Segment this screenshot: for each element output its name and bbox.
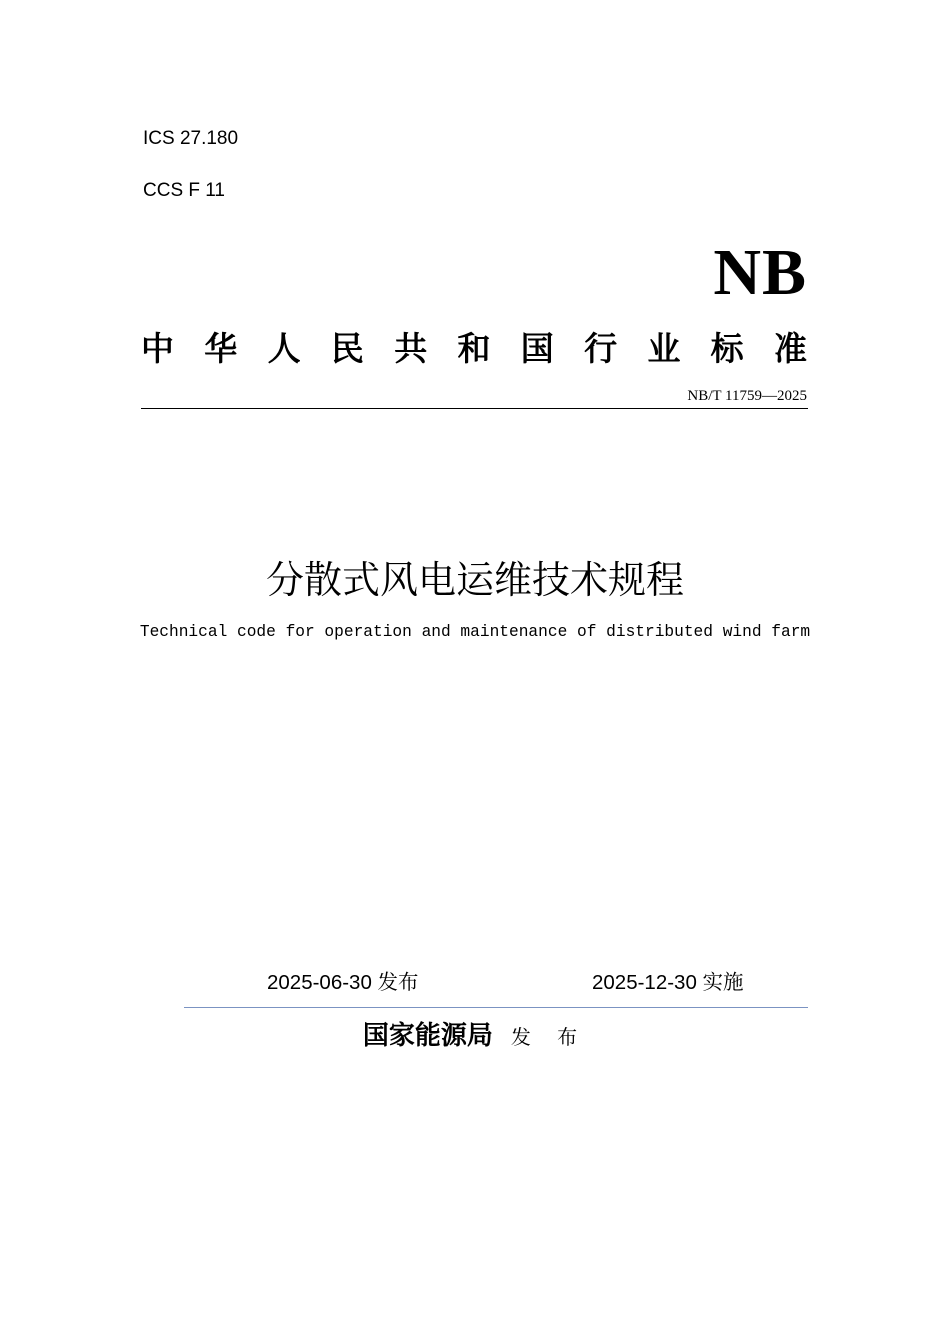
ccs-code: CCS F 11 [143, 180, 226, 201]
standard-type-char: 业 [647, 329, 681, 368]
header-divider [141, 408, 808, 409]
standard-type-char: 和 [457, 329, 491, 368]
standard-type-char: 人 [267, 329, 301, 368]
standard-type-char: 共 [394, 329, 428, 368]
document-title-zh: 分散式风电运维技术规程 [265, 558, 684, 602]
ics-code: ICS 27.180 [143, 128, 239, 149]
document-title-en: Technical code for operation and maintenance of distributed wind farm [139, 623, 811, 641]
footer-divider [184, 1007, 808, 1008]
standard-type-char: 标 [710, 329, 744, 368]
standard-type-char: 行 [584, 329, 618, 368]
standard-type-char: 准 [773, 329, 807, 368]
standard-type-char: 国 [520, 329, 554, 368]
standard-type-char: 民 [330, 329, 364, 368]
issue-word: 发 布 [510, 1025, 588, 1049]
standard-type-char: 中 [141, 329, 174, 368]
issuer-name: 国家能源局 [362, 1021, 493, 1051]
standard-type-char: 华 [204, 329, 238, 368]
issue-date: 2025-06-30 发布 [267, 971, 419, 994]
issuer-line [0, 1016, 950, 1056]
standard-type-heading [141, 327, 807, 371]
implementation-date: 2025-12-30 实施 [592, 971, 744, 994]
nb-logo: NB [713, 236, 807, 309]
standard-number: NB/T 11759—2025 [687, 388, 807, 404]
